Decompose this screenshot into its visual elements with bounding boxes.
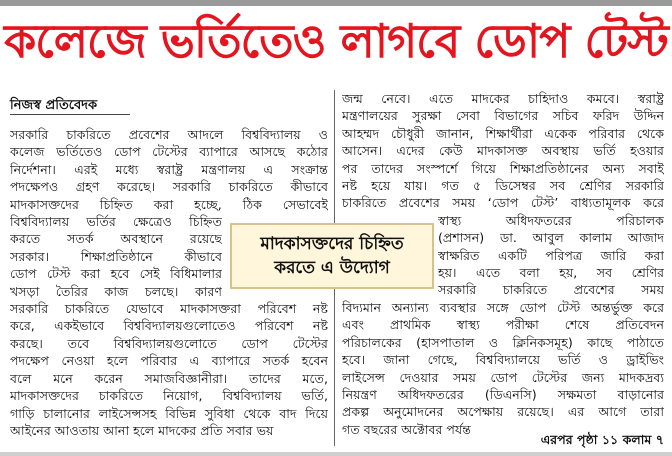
- body-text-line: মাদকাসক্তদের চাকরিতে নিয়োগ, বিশ্ববিদ্যালয় ভর্তি,: [10, 388, 328, 404]
- byline-underline: [10, 114, 130, 115]
- body-text-line: প্রকল্প অনুমোদনের অপেক্ষায় রয়েছে। এর আগে তারা: [342, 404, 664, 420]
- body-text-line: বিশ্ববিদ্যালয় ভর্তির ক্ষেত্রেও চিহ্নিত: [10, 214, 222, 230]
- body-text-line: আহম্মদ চৌধুরী জানান, শিক্ষার্থীরা একেক পরিবার থেকে: [342, 125, 664, 141]
- body-text-line: করতে সতর্ক অবস্থানে রয়েছে: [10, 231, 222, 247]
- body-text-line: ডোপ টেস্ট করা হবে সেই বিধিমালার: [10, 266, 222, 282]
- body-text-line: পরিচালকের (হাসপাতাল ও ক্লিনিকসমূহ) কাছে পাঠাতে: [342, 334, 664, 350]
- body-text-line: (প্রশাসন) ডা. আবুল কালাম আজাদ: [438, 230, 664, 246]
- body-text-line: বিদ্যমান অন্যান্য ব্যবস্থার সঙ্গে ডোপ টেস্ট অন্তর্ভুক্ত করে: [342, 299, 664, 315]
- body-text-line: নির্দেশনা। এরই মধ্যে স্বরাষ্ট্র মন্ত্রণালয় এ সংক্রান্ত: [10, 161, 328, 177]
- pull-quote: [230, 223, 434, 289]
- body-text-line: গাড়ি চালানোর লাইসেন্সসহ বিভিন্ন সুবিধা থেকে বাদ দিয়ে: [10, 405, 328, 421]
- body-text-line: চাকরিতে প্রবেশের সময় ‘ডোপ টেস্ট’ বাধ্যতামূলক করে: [342, 195, 664, 211]
- body-text-line: নিয়ন্ত্রণ অধিদফতরের (ডিএনসি) সক্ষমতা বাড়ানোর: [342, 386, 664, 402]
- body-text-line: বলে মনে করেন সমাজবিজ্ঞানীরা। তাদের মতে,: [10, 370, 328, 386]
- body-text-line: আইনের আওতায় আনা হলে মাদকের প্রতি সবার ভয়: [10, 422, 274, 438]
- body-text-line: পর তাদের সংস্পর্শে গিয়ে শিক্ষাপ্রতিষ্ঠানের অন্য সবাই: [342, 160, 664, 176]
- byline: নিজস্ব প্রতিবেদক: [10, 98, 98, 113]
- body-text-line: সরকার। শিক্ষাপ্রতিষ্ঠানে কীভাবে: [10, 248, 222, 264]
- body-text-line: স্বাস্থ্য অধিদফতরের পরিচালক: [438, 212, 664, 228]
- body-text-line: আসেন। এদের কেউ মাদকাসক্ত অবস্থায় ভর্তি হওয়ার: [342, 143, 664, 159]
- body-text-line: কলেজ ভর্তিতেও ডোপ টেস্টের ব্যাপারে আসছে কঠোর: [10, 144, 328, 160]
- body-text-line: মন্ত্রণালয়ের সুরক্ষা সেবা বিভাগের সচিব ফরিদ উদ্দিন: [342, 108, 664, 124]
- body-text-line: খসড়া তৈরির কাজ চলছে। কারণ: [10, 283, 222, 299]
- pull-quote-line-1: মাদকাসক্তদের চিহ্নিত: [260, 234, 404, 254]
- body-text-line: এবং প্রাথমিক স্বাস্থ্য পরীক্ষা শেষে প্রতিবেদন: [342, 317, 664, 333]
- body-text-line: করছে। তবে বিশ্ববিদ্যালয়গুলোতে ডোপ টেস্টের: [10, 335, 328, 351]
- body-text-line: পদক্ষেপও গ্রহণ করেছে। সরকারি চাকরিতে কীভাবে: [10, 179, 328, 195]
- body-text-line: পদক্ষেপ নেওয়া হলে পরিবার এ ব্যাপারে সতর্ক হবেন: [10, 353, 328, 369]
- body-text-line: লাইসেন্স দেওয়ার সময় ডোপ টেস্টের জন্য মাদকদ্রব্য: [342, 369, 664, 385]
- body-text-line: হয়। এতে বলা হয়, সব শ্রেণির: [438, 265, 664, 281]
- headline: কলেজে ভর্তিতেও লাগবে ডোপ টেস্ট: [4, 14, 668, 68]
- body-text-line: জন্ম নেবে। এতে মাদকের চাহিদাও কমবে। স্বরাষ্ট্র: [342, 91, 664, 106]
- body-text-line: মাদকাসক্তদের চিহ্নিত করা হচ্ছে, ঠিক সেভাবেই: [10, 196, 328, 212]
- body-text-line: গত বছরের অক্টোবর পর্যন্ত: [342, 421, 471, 437]
- body-text-line: স্বাক্ষরিত একটি পরিপত্র জারি করা: [438, 247, 664, 263]
- continued-on-line: এরপর পৃষ্ঠা ১১ কলাম ৭: [540, 432, 664, 447]
- pull-quote-line-2: করতে এ উদ্যোগ: [274, 258, 390, 278]
- body-text-line: সরকারি চাকরিতে প্রবেশের আদলে বিশ্ববিদ্যালয় ও: [10, 127, 328, 142]
- body-text-line: করে, একইভাবে বিশ্ববিদ্যালয়গুলোতেও পরিবেশ নষ্ট: [10, 318, 328, 334]
- body-text-line: সরকারি চাকরিতে যেভাবে মাদকাসক্তরা পরিবেশ নষ্ট: [10, 301, 328, 317]
- body-text-line: হবে। জানা গেছে, বিশ্ববিদ্যালয়ে ভর্তি ও ড্রাইভিং: [342, 352, 664, 368]
- bottom-rule: [0, 452, 672, 456]
- body-text-line: সরকারি চাকরিতে প্রবেশের সময়: [438, 282, 664, 298]
- body-text-line: নষ্ট হয়ে যায়। গত ৫ ডিসেম্বর সব শ্রেণির সরকারি: [342, 178, 664, 194]
- top-rule: [0, 0, 672, 6]
